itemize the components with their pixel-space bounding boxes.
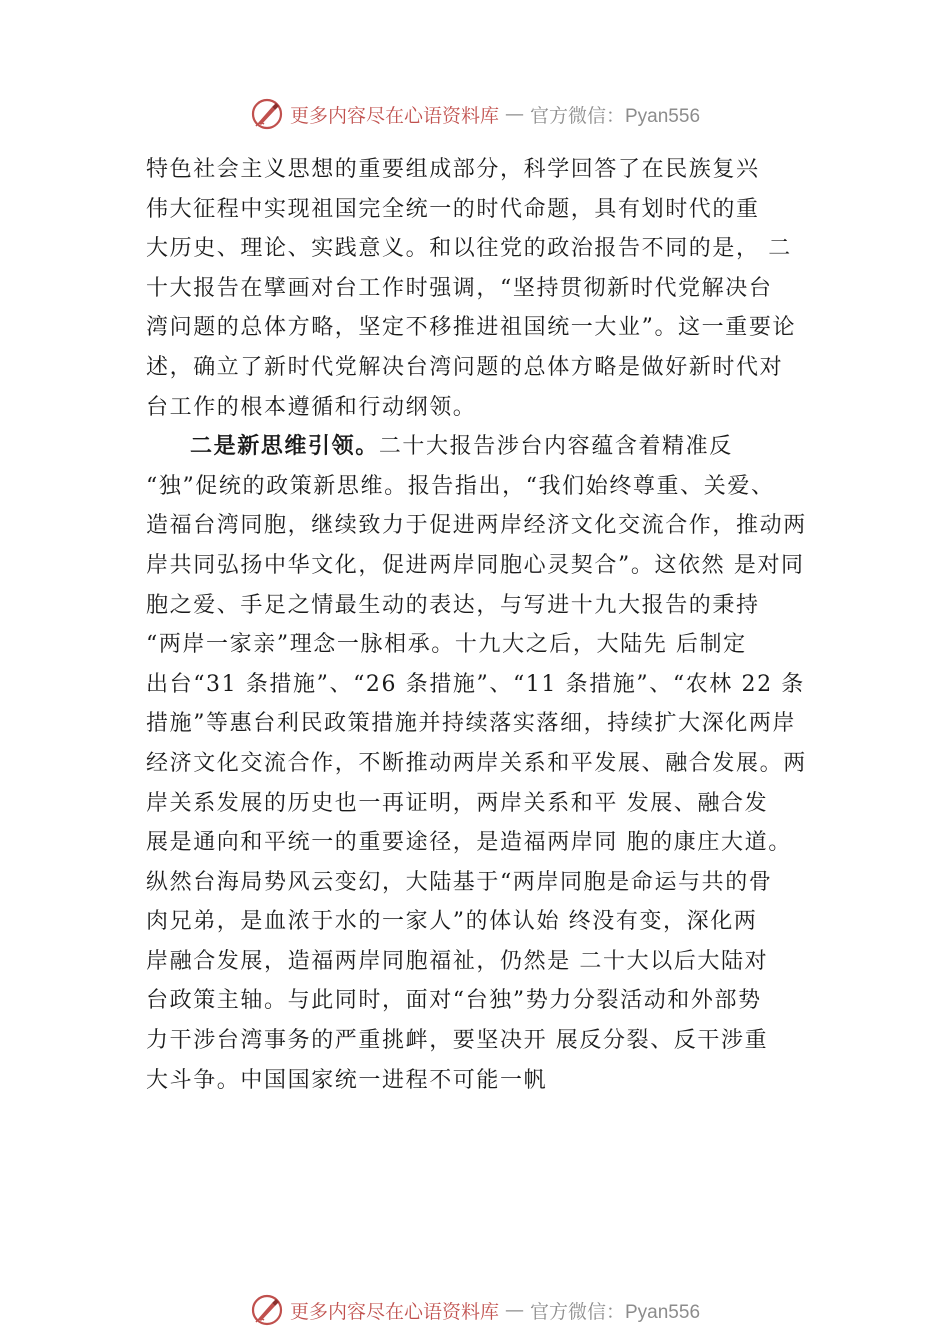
- header-brand-text: 更多内容尽在心语资料库: [289, 104, 499, 127]
- footer-brand-text: 更多内容尽在心语资料库: [289, 1300, 499, 1323]
- body-line: 述，确立了新时代党解决台湾问题的总体方略是做好新时代对: [146, 354, 784, 380]
- body-line: 特色社会主义思想的重要组成部分，科学回答了在民族复兴: [146, 157, 760, 182]
- paragraph-2-lead-text: 二十大报告涉台内容蕴含着精准反: [378, 434, 733, 460]
- paragraph-2-first-line: [146, 427, 836, 467]
- body-line: 台政策主轴。与此同时，面对“台独”势力分裂活动和外部势: [146, 988, 762, 1014]
- body-line: 造福台湾同胞，继续致力于促进两岸经济文化交流合作，推动两: [146, 513, 807, 539]
- body-line: 力干涉台湾事务的严重挑衅，要坚决开 展反分裂、反干涉重: [146, 1028, 769, 1054]
- body-line: 肉兄弟，是血浓于水的一家人”的体认始 终没有变，深化两: [146, 909, 758, 935]
- body-line: 十大报告在擘画对台工作时强调，“坚持贯彻新时代党解决台: [146, 275, 773, 301]
- body-line: 措施”等惠台利民政策措施并持续落实落细，持续扩大深化两岸: [146, 711, 797, 737]
- body-line: “独”促统的政策新思维。报告指出，“我们始终尊重、关爱、: [146, 473, 775, 499]
- header-banner-inner: [250, 97, 700, 131]
- body-line: 湾问题的总体方略，坚定不移推进祖国统一大业”。这一重要论: [146, 315, 797, 341]
- body-line: 出台“31 条措施”、“26 条措施”、“11 条措施”、“农林 22 条: [146, 671, 805, 697]
- body-line: 展是通向和平统一的重要途径，是造福两岸同 胞的康庄大道。: [146, 830, 792, 856]
- body-line: 大斗争。中国国家统一进程不可能一帆: [146, 1067, 548, 1093]
- paragraph-2-heading: 二是新思维引领。: [190, 434, 379, 460]
- header-banner: [0, 94, 950, 134]
- footer-separator: —: [505, 1299, 524, 1321]
- footer-wechat-text: 官方微信：Pyan556: [530, 1301, 701, 1323]
- body-line: 经济文化交流合作，不断推动两岸关系和平发展、融合发展。两: [146, 750, 807, 776]
- body-line: 胞之爱、手足之情最生动的表达，与写进十九大报告的秉持: [146, 592, 760, 618]
- body-line: 岸融合发展，造福两岸同胞福祉，仍然是 二十大以后大陆对: [146, 948, 769, 974]
- pen-logo-icon: [250, 1293, 284, 1327]
- header-wechat-text: 官方微信：Pyan556: [530, 105, 701, 127]
- body-line: 纵然台海局势风云变幻，大陆基于“两岸同胞是命运与共的骨: [146, 869, 773, 895]
- document-body: [146, 150, 836, 1100]
- footer-banner-inner: [250, 1293, 700, 1327]
- pen-logo-icon: [250, 97, 284, 131]
- body-line: 台工作的根本遵循和行动纲领。: [146, 394, 477, 420]
- body-line: “两岸一家亲”理念一脉相承。十九大之后，大陆先 后制定: [146, 632, 747, 658]
- body-line: 大历史、理论、实践意义。和以往党的政治报告不同的是， 二: [146, 236, 792, 262]
- body-line: 岸共同弘扬中华文化，促进两岸同胞心灵契合”。这依然 是对同: [146, 552, 805, 578]
- body-line: 伟大征程中实现祖国完全统一的时代命题，具有划时代的重: [146, 196, 760, 222]
- header-separator: —: [505, 103, 524, 125]
- footer-banner: [0, 1290, 950, 1330]
- body-line: 岸关系发展的历史也一再证明，两岸关系和平 发展、融合发: [146, 790, 769, 816]
